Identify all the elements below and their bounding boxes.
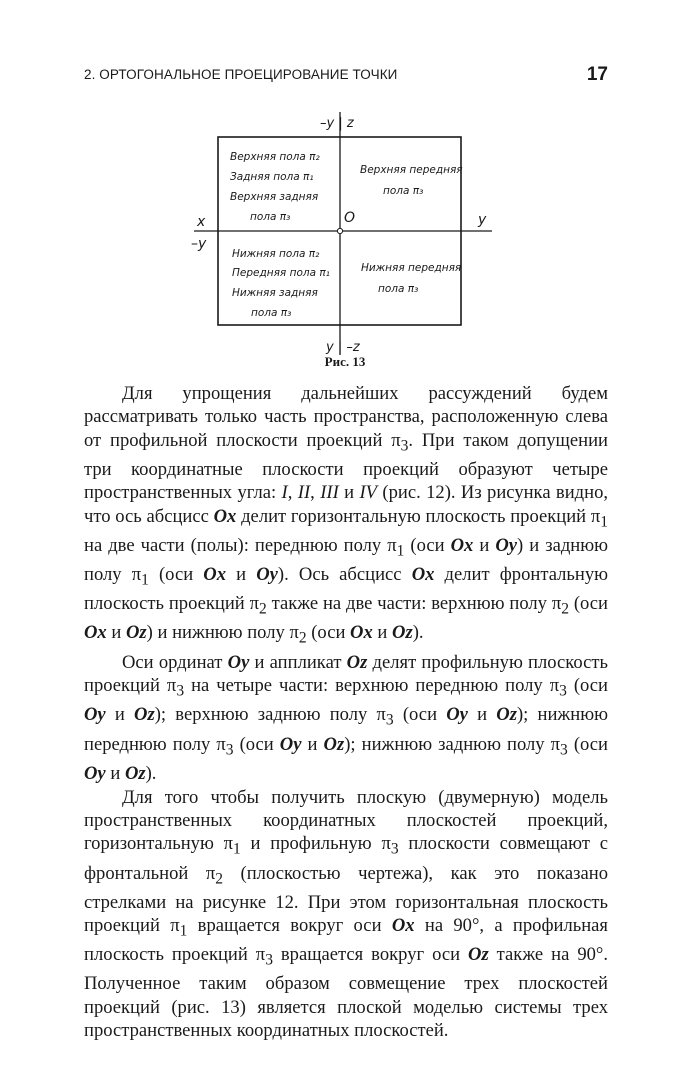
subscript: 2 <box>298 629 307 647</box>
quadrant-bottom-left <box>232 248 330 319</box>
origin-label: O <box>344 210 356 226</box>
subscript: 2 <box>561 600 569 618</box>
axis-term: Oz <box>323 733 345 755</box>
axis-term: Oz <box>496 704 517 726</box>
paragraph: Для того чтобы получить плоскую (двумерную) модель пространственных координатных плоскостей проекций, горизонтальную $\pi_1$ и профильную $\pi_3$ плоскости совмещают с фронтальной $\pi_2$ (плоскостью чертежа), как это показано стрелками на рисунке 12. При этом горизонтальная плоскость проекций $\pi_1$ вращается вокруг оси Ox на 90°, а профильная плоскость проекций $\pi_3$ вращается вокруг оси Oz также на 90°. Полученное таким образом совмещение трех плоскостей проекций (рис. 13) является плоской моделью системы трех пространственных координатных плоскостей. <box>84 786 608 1042</box>
axis-label-x: x <box>197 214 206 230</box>
subscript: 1 <box>179 922 188 940</box>
subscript: 1 <box>141 571 149 589</box>
axis-term: Oz <box>124 762 146 784</box>
quadrant-top-right <box>360 164 463 197</box>
roman-numeral: IV <box>359 482 378 504</box>
axis-term: Ox <box>450 534 474 556</box>
axis-term: Oz <box>346 651 368 673</box>
page-number: 17 <box>586 64 608 85</box>
axis-term: Ox <box>350 622 373 644</box>
axis-term: Ox <box>213 505 237 527</box>
quadrant-label: Нижняя задняя <box>232 287 318 299</box>
quadrant-label: Задняя пола π₁ <box>230 171 314 183</box>
figure-projection-planes <box>180 110 500 365</box>
axis-term: Oy <box>495 534 518 556</box>
axis-term: Oy <box>227 651 250 673</box>
subscript: 3 <box>265 951 273 969</box>
paragraph: Оси ординат Oy и аппликат Oz делят профильную плоскость проекций $\pi_3$ на четыре части: верхнюю переднюю полу $\pi_3$ (оси Oy и Oz); верхнюю заднюю полу $\pi_3$ (оси Oy и Oz); нижнюю переднюю полу $\pi_3$ (оси Oy и Oz); нижнюю заднюю полу $\pi_3$ (оси Oy и Oz). <box>84 651 609 784</box>
axis-term: Oy <box>446 704 468 726</box>
subscript: 1 <box>600 513 608 531</box>
roman-numeral: II <box>297 482 311 504</box>
axis-label-bottom: y | –z <box>326 340 360 355</box>
quadrant-bottom-right <box>361 262 461 295</box>
axis-term: Ox <box>391 915 415 937</box>
subscript: 3 <box>385 712 394 730</box>
quadrant-label: Передняя пола π₁ <box>232 267 330 279</box>
origin-point <box>337 228 342 233</box>
subscript: 1 <box>233 841 241 859</box>
quadrant-label: пола π₃ <box>250 211 291 223</box>
subscript: 2 <box>215 870 223 888</box>
subscript: 3 <box>560 741 568 759</box>
axis-label-top: –y | z <box>320 116 354 131</box>
axis-label-y: y <box>478 212 487 228</box>
running-header <box>84 64 608 88</box>
quadrant-label: пола π₃ <box>383 185 424 197</box>
roman-numeral: I <box>281 482 288 504</box>
axis-term: Oz <box>125 622 147 644</box>
subscript: 3 <box>225 741 234 759</box>
subscript: 3 <box>176 683 185 700</box>
axis-term: Oy <box>84 762 106 784</box>
axis-term: Ox <box>411 564 435 585</box>
paragraph: Для упрощения дальнейших рассуждений будем рассматривать только часть пространства, расположенную слева от профильной плоскости проекций $\pi_3$. При таком допущении три координатные плоскости проекций образуют четыре пространственных угла: I, II, III и IV (рис. 12). Из рисунка видно, что ось абсцисс Ox делит горизонтальную плоскость проекций $\pi_1$ на две части (полы): переднюю полу $\pi_1$ (оси Ox и Oy) и заднюю полу $\pi_1$ (оси Ox и Oy). Ось абсцисс Ox делит фронтальную плоскость проекций $\pi_2$ также на две части: верхнюю полу $\pi_2$ (оси Ox и Oz) и нижнюю полу $\pi_2$ (оси Ox и Oz). <box>84 383 609 647</box>
quadrant-top-left <box>230 151 320 223</box>
subscript: 3 <box>390 841 399 859</box>
quadrant-label: Верхняя задняя <box>230 191 319 203</box>
figure-caption: Рис. 13 <box>324 354 366 369</box>
body-text <box>84 382 608 1043</box>
axis-term: Oy <box>256 564 278 585</box>
axis-term: Oz <box>468 944 489 966</box>
quadrant-label: пола π₃ <box>378 283 419 295</box>
quadrant-label: Верхняя передняя <box>360 164 463 176</box>
subscript: 2 <box>258 600 267 618</box>
axis-term: Oz <box>134 704 155 726</box>
subscript: 3 <box>400 437 409 455</box>
axis-label-minus-y: –y <box>191 236 207 252</box>
axis-term: Ox <box>84 622 107 644</box>
quadrant-label: пола π₃ <box>251 307 292 319</box>
axis-term: Oy <box>84 704 106 726</box>
quadrant-label: Верхняя пола π₂ <box>230 151 320 163</box>
axis-term: Oz <box>392 622 413 644</box>
quadrant-label: Нижняя передняя <box>361 262 462 274</box>
axis-term: Ox <box>203 564 227 585</box>
subscript: 3 <box>559 683 567 700</box>
subscript: 1 <box>396 542 405 560</box>
chapter-title: 2. ОРТОГОНАЛЬНОЕ ПРОЕЦИРОВАНИЕ ТОЧКИ <box>84 67 398 82</box>
roman-numeral: III <box>320 482 339 504</box>
quadrant-label: Нижняя пола π₂ <box>232 248 320 260</box>
axis-term: Oy <box>279 733 302 755</box>
